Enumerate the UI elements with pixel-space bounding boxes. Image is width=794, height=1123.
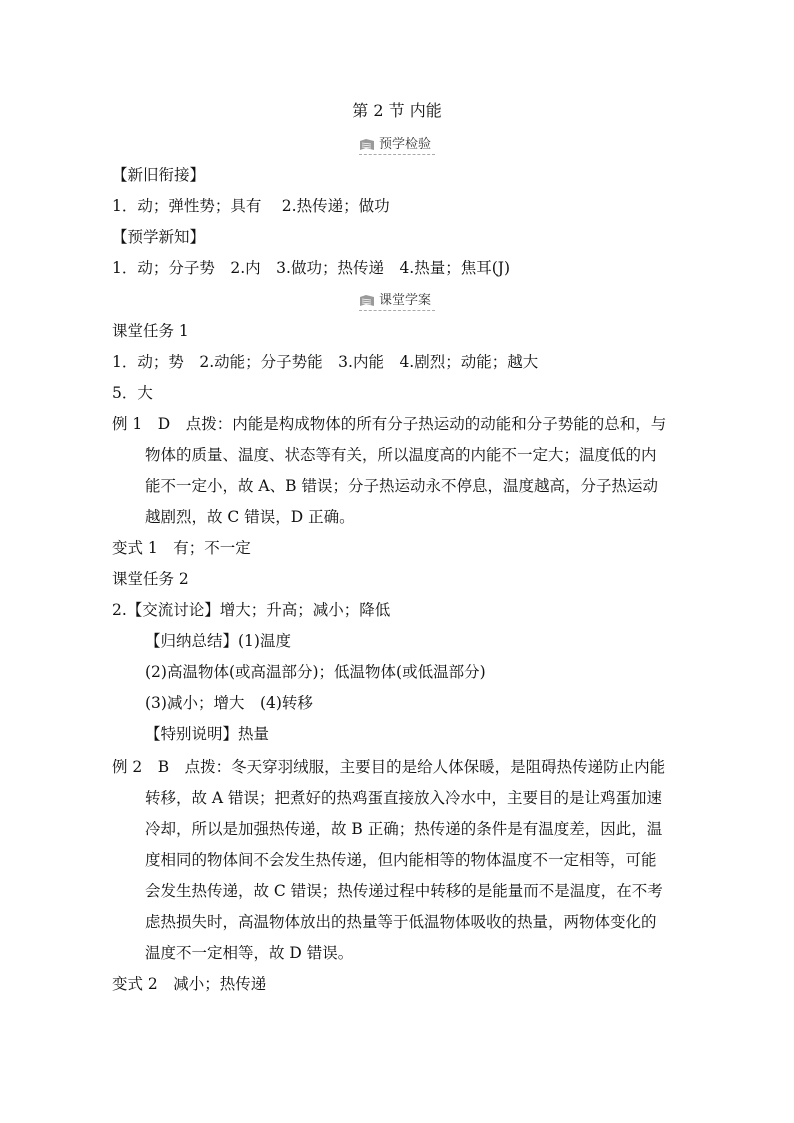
page-title: 第 2 节 内能 [352, 101, 442, 120]
answer-line: (3)减小；增大 (4)转移 [145, 694, 313, 712]
example-line: 虑热损失时，高温物体放出的热量等于低温物体吸收的热量，两物体变化的 [145, 913, 657, 931]
example-line: 会发生热传递，故 C 错误；热传递过程中转移的是能量而不是温度，在不考 [145, 882, 663, 900]
section-badge-classroom [0, 289, 794, 309]
example-line: 越剧烈，故 C 错误，D 正确。 [145, 508, 355, 526]
answer-line: 1．动；分子势 2.内 3.做功；热传递 4.热量；焦耳(J) [112, 259, 511, 277]
book-icon [359, 294, 375, 308]
example-line: 物体的质量、温度、状态等有关，所以温度高的内能不一定大；温度低的内 [145, 446, 657, 464]
answer-line: 5．大 [112, 384, 153, 402]
example-line: 例 1 D 点拨：内能是构成物体的所有分子热运动的动能和分子势能的总和，与 [112, 415, 667, 433]
heading-new-old: 【新旧衔接】 [112, 166, 206, 184]
task-heading: 课堂任务 1 [112, 322, 189, 340]
heading-preview-new: 【预学新知】 [112, 228, 206, 246]
answer-line: 2.【交流讨论】增大；升高；减小；降低 [112, 601, 391, 619]
section-badge-preview [0, 133, 794, 153]
example-line: 例 2 B 点拨：冬天穿羽绒服，主要目的是给人体保暖，是阻碍热传递防止内能 [112, 758, 666, 776]
example-line: 能不一定小，故 A、B 错误；分子热运动永不停息，温度越高，分子热运动 [145, 477, 658, 495]
badge-label: 课堂学案 [378, 293, 431, 308]
book-icon [359, 138, 375, 152]
example-line: 转移，故 A 错误；把煮好的热鸡蛋直接放入冷水中，主要目的是让鸡蛋加速 [145, 789, 663, 807]
variant-line: 变式 2 减小；热传递 [112, 975, 267, 993]
answer-line: 1．动；势 2.动能；分子势能 3.内能 4.剧烈；动能；越大 [112, 353, 539, 371]
task-heading: 课堂任务 2 [112, 570, 189, 588]
example-line: 冷却，所以是加强热传递，故 B 正确；热传递的条件是有温度差，因此，温 [145, 820, 663, 838]
answer-line: (2)高温物体(或高温部分)；低温物体(或低温部分) [145, 663, 486, 681]
answer-line: 1．动；弹性势；具有 2.热传递；做功 [112, 197, 390, 215]
example-line: 度相同的物体间不会发生热传递，但内能相等的物体温度不一定相等，可能 [145, 851, 657, 869]
example-line: 温度不一定相等，故 D 错误。 [145, 944, 354, 962]
badge-label: 预学检验 [378, 137, 431, 152]
variant-line: 变式 1 有；不一定 [112, 539, 251, 557]
answer-line: 【归纳总结】(1)温度 [145, 632, 291, 650]
answer-line: 【特别说明】热量 [145, 725, 270, 743]
